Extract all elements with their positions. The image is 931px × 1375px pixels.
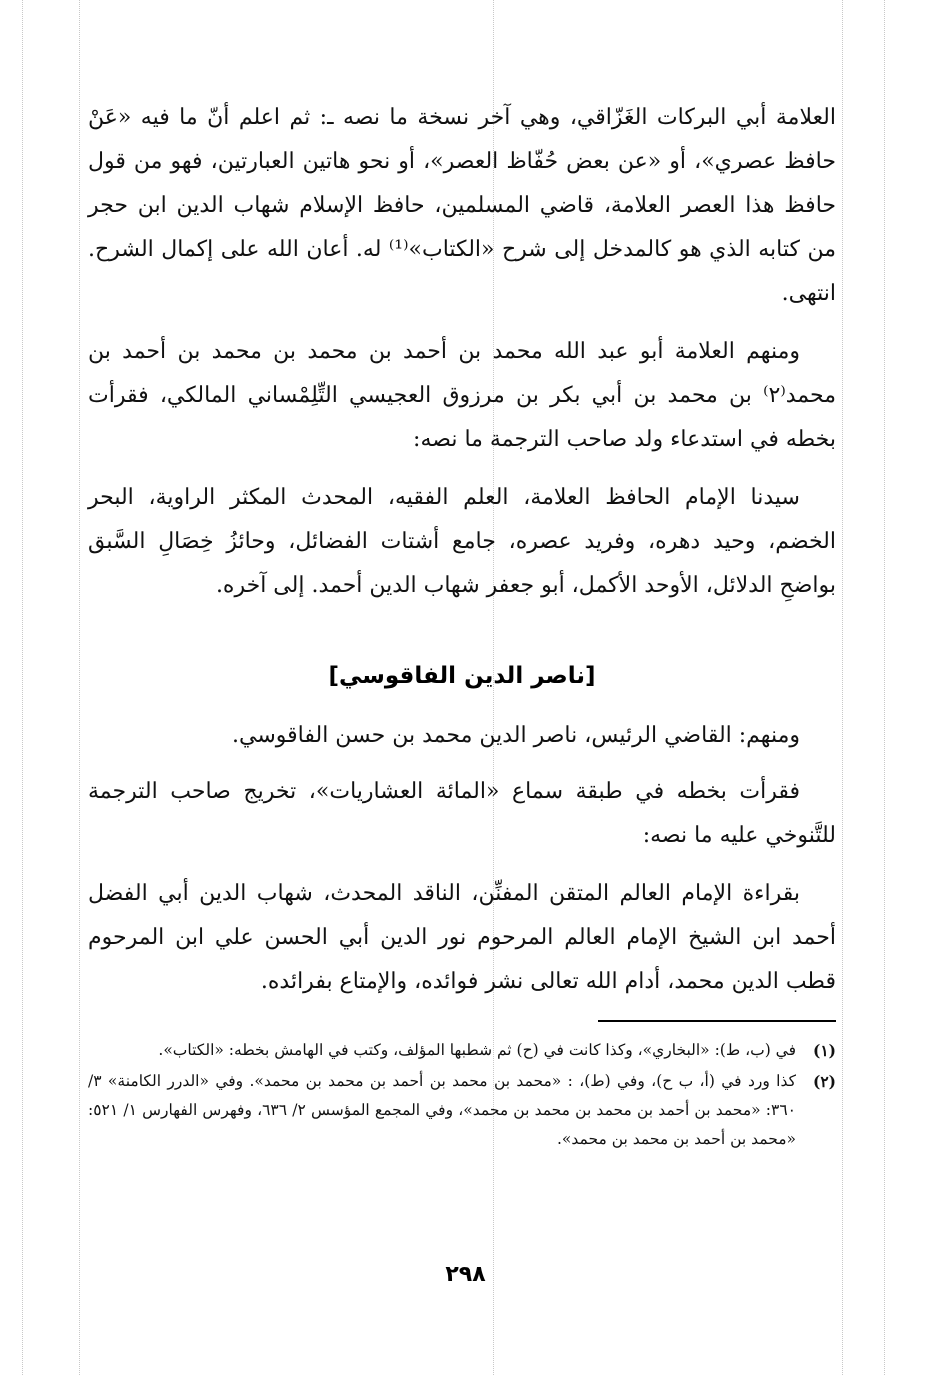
paragraph-quote: سيدنا الإمام الحافظ العلامة، العلم الفقيه، المحدث المكثر الراوية، البحر الخضم، وحيد دهره، وفريد عصره، جامع أشتات الفضائل، وحائزُ خِصَالِ السَّبق بواضحِ الدلائل، الأوحد الأكمل، أبو جعفر شهاب الدين أحمد. إلى آخره. <box>88 485 836 598</box>
scan-guide-line <box>22 0 23 1375</box>
page-number: ٢٩٨ <box>445 1262 486 1287</box>
paragraph-fakusi-reading: فقرأت بخطه في طبقة سماع «المائة العشاريات»، تخريج صاحب الترجمة للتَّنوخي عليه ما نصه: <box>88 779 836 848</box>
main-text-bottom <box>88 714 836 1004</box>
paragraph-fakusi-intro: ومنهم: القاضي الرئيس، ناصر الدين محمد بن حسن الفاقوسي. <box>232 723 800 748</box>
footnotes <box>88 1036 836 1156</box>
footnote-2 <box>88 1067 836 1154</box>
paragraph-continuation: العلامة أبي البركات الغَزّاقي، وهي آخر نسخة ما نصه ـ: ثم اعلم أنّ ما فيه «عَنْ حافظ عصري»، أو «عن بعض حُفّاظ العصر»، أو نحو هاتين العبارتين، فهو من قول حافظ هذا العصر العلامة، قاضي المسلمين، حافظ الإسلام شهاب الدين ابن حجر من كتابه الذي هو كالمدخل إلى شرح «الكتاب»⁽¹⁾ له. أعان الله على إكمال الشرح. انتهى. <box>88 105 836 306</box>
section-heading: [ناصر الدين الفاقوسي] <box>328 663 596 689</box>
footnote-1 <box>88 1036 836 1065</box>
footnote-separator <box>598 1020 836 1022</box>
footnote-number: (١) <box>812 1041 836 1060</box>
footnote-number: (٢) <box>812 1072 836 1091</box>
paragraph-fakusi-quote: بقراءة الإمام العالم المتقن المفنِّن، الناقد المحدث، شهاب الدين أبي الفضل أحمد ابن الشيخ الإمام العالم المرحوم نور الدين أبي الحسن علي ابن المرحوم قطب الدين محمد، أدام الله تعالى نشر فوائده، والإمتاع بفرائده. <box>88 881 836 994</box>
footnote-text: في (ب، ط): «البخاري»، وكذا كانت في (ح) ثم شطبها المؤلف، وكتب في الهامش بخطه: «الكتاب». <box>158 1041 796 1059</box>
main-text-top <box>88 96 836 608</box>
scan-guide-line <box>842 0 843 1375</box>
scan-guide-line <box>884 0 885 1375</box>
scan-guide-line <box>79 0 80 1375</box>
paragraph-ibn-marzuq: ومنهم العلامة أبو عبد الله محمد بن أحمد بن محمد بن محمد بن أحمد بن محمد⁽٢⁾ بن محمد بن أبي بكر بن مرزوق العجيسي التِّلِمْساني المالكي، فقرأت بخطه في استدعاء ولد صاحب الترجمة ما نصه: <box>88 339 836 452</box>
footnote-text: كذا ورد في (أ، ب ح)، وفي (ط)، : «محمد بن محمد بن أحمد بن محمد بن محمد». وفي «الدرر الكامنة» ٣/ ٣٦٠: «محمد بن أحمد بن محمد بن محمد بن محمد»، وفي المجمع المؤسس ٢/ ٦٣٦، وفهرس الفهارس ١/ ٥٢١: «محمد بن أحمد بن محمد بن محمد». <box>88 1072 796 1148</box>
